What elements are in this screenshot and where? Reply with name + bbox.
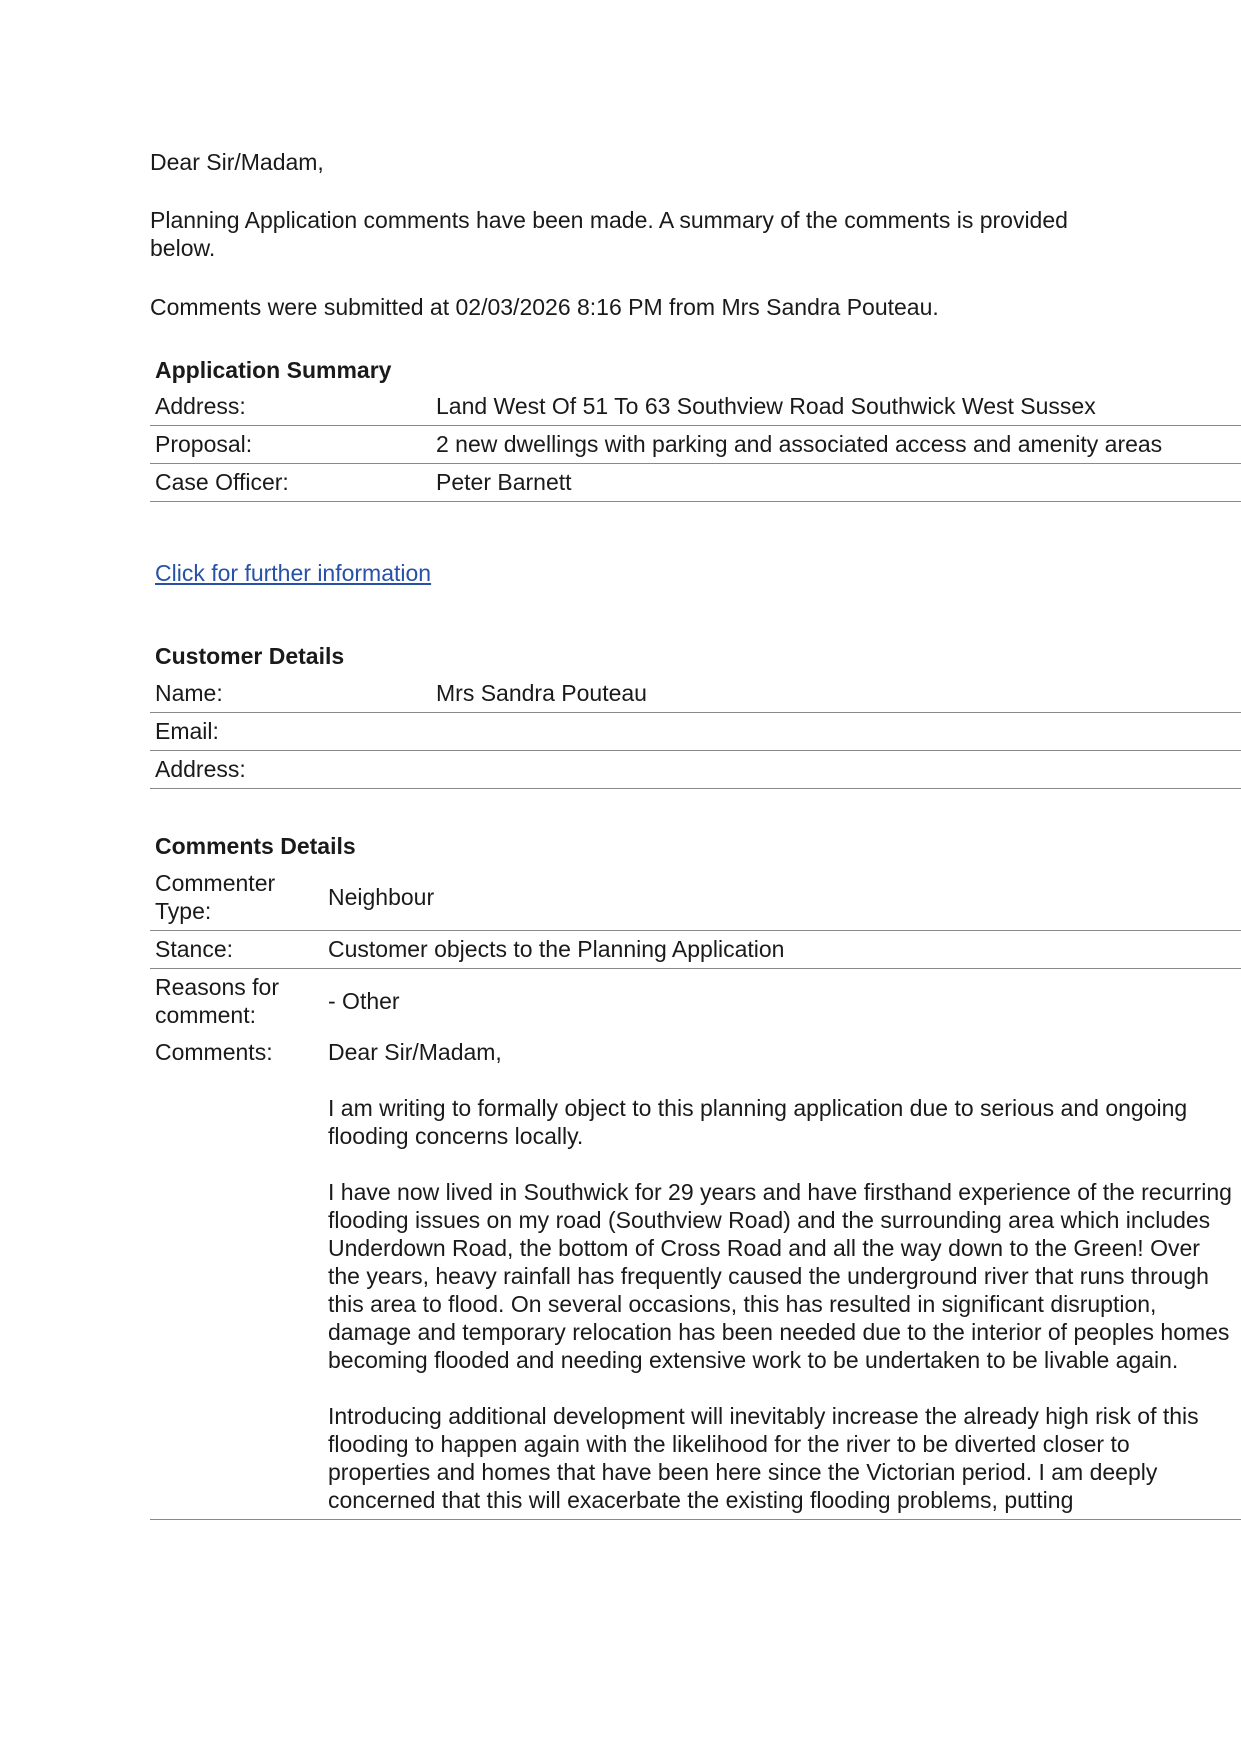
comment-paragraph: Introducing additional development will inevitably increase the already high risk of this flooding to happen again with the likelihood for the river to be diverted closer to properties and homes that have been here since the Victorian period. I am deeply concerned that this will exacerbate the existing flooding problems, putting [328, 1403, 1199, 1513]
comment-paragraph: I am writing to formally object to this planning application due to serious and ongoing flooding concerns locally. [328, 1095, 1188, 1149]
customer-value: Mrs Sandra Pouteau [431, 675, 1241, 713]
comments-value: - Other [328, 988, 400, 1014]
comment-paragraph: I have now lived in Southwick for 29 years and have firsthand experience of the recurring flooding issues on my road (Southview Road) and the surrounding area which includes Underdown Road, the bottom of Cross Road and all the way down to the Green! Over the years, heavy rainfall has frequently caused the underground river that runs through this area to flood. On several occasions, this has resulted in significant disruption, damage and temporary relocation has been needed due to the interior of peoples homes becoming flooded and needing extensive work to be undertaken to be livable again. [328, 1179, 1232, 1373]
customer-row-address [150, 751, 1241, 789]
comment-body [323, 1034, 1241, 1520]
summary-label: Proposal: [150, 426, 431, 464]
comments-row-commenter-type [150, 865, 1241, 931]
further-information-link[interactable]: Click for further information [155, 560, 432, 586]
comments-row-reasons [150, 969, 1241, 1035]
comments-value: Customer objects to the Planning Application [323, 931, 1241, 969]
customer-label: Address: [150, 751, 431, 789]
summary-row-address [150, 388, 1241, 426]
letter-greeting: Dear Sir/Madam, [150, 149, 324, 175]
comments-label: Comments: [150, 1034, 323, 1520]
summary-value: 2 new dwellings with parking and associated access and amenity areas [431, 426, 1241, 464]
application-summary-table [150, 356, 1241, 502]
comments-details-table [150, 832, 1241, 1520]
summary-row-proposal [150, 426, 1241, 464]
customer-label: Name: [150, 675, 431, 713]
customer-row-name [150, 675, 1241, 713]
comments-label: Reasons for comment: [155, 974, 280, 1028]
summary-label: Address: [150, 388, 431, 426]
comment-paragraph: Dear Sir/Madam, [328, 1039, 502, 1065]
summary-value: Peter Barnett [431, 464, 1241, 502]
customer-row-email [150, 713, 1241, 751]
comments-label: Commenter Type: [150, 865, 323, 931]
summary-row-case-officer [150, 464, 1241, 502]
customer-value [431, 713, 1241, 751]
comments-value: Neighbour [323, 865, 1241, 931]
customer-value [431, 751, 1241, 789]
submission-info: Comments were submitted at 02/03/2026 8:16 PM from Mrs Sandra Pouteau. [150, 294, 939, 320]
comments-details-title: Comments Details [155, 833, 356, 859]
letter-intro: Planning Application comments have been made. A summary of the comments is provided below. [150, 207, 1068, 261]
comments-label: Stance: [150, 931, 323, 969]
comments-row-stance [150, 931, 1241, 969]
customer-details-table [150, 642, 1241, 789]
summary-value: Land West Of 51 To 63 Southview Road Southwick West Sussex [431, 388, 1241, 426]
application-summary-title: Application Summary [155, 357, 392, 383]
summary-label: Case Officer: [150, 464, 431, 502]
comments-row-comments [150, 1034, 1241, 1520]
customer-label: Email: [150, 713, 431, 751]
customer-details-title: Customer Details [155, 643, 345, 669]
